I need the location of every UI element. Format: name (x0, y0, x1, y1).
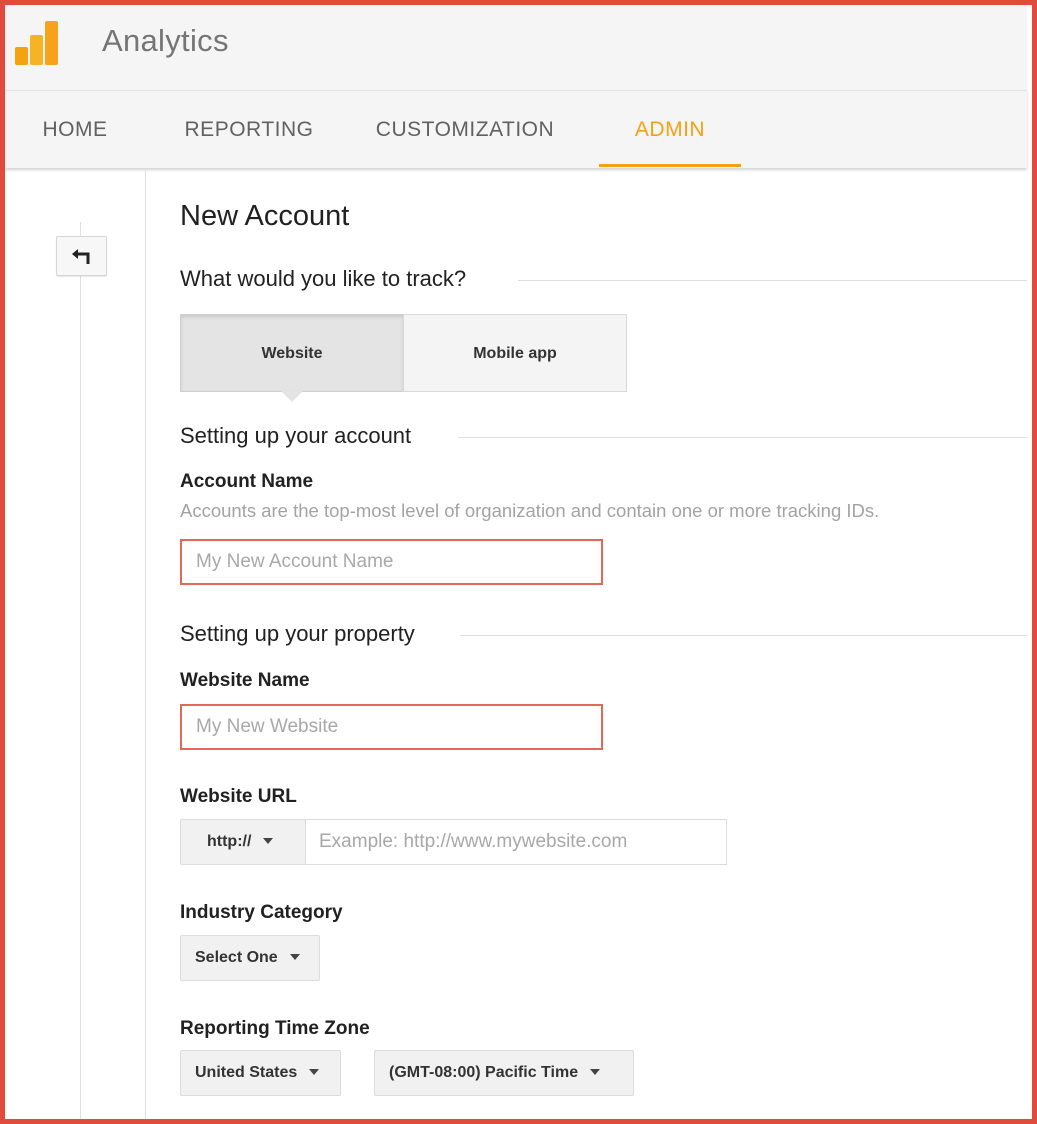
account-name-input[interactable] (180, 539, 603, 585)
country-value: United States (195, 1064, 298, 1081)
app-title: Analytics (102, 23, 229, 58)
protocol-dropdown[interactable] (180, 819, 306, 865)
tab-customization[interactable]: CUSTOMIZATION (375, 118, 555, 141)
property-heading: Setting up your property (180, 621, 415, 646)
country-dropdown[interactable] (180, 1050, 341, 1096)
tab-reporting[interactable]: REPORTING (184, 118, 314, 141)
time-zone-value: (GMT-08:00) Pacific Time (389, 1064, 579, 1081)
reporting-time-zone-label: Reporting Time Zone (180, 1018, 370, 1039)
content-divider (145, 170, 146, 1119)
website-url-input[interactable] (305, 819, 727, 865)
industry-category-dropdown[interactable] (180, 935, 320, 981)
analytics-logo-icon[interactable] (13, 19, 61, 67)
mobile-app-option-button[interactable]: Mobile app (403, 314, 627, 392)
protocol-value: http:// (207, 833, 252, 850)
account-heading: Setting up your account (180, 423, 412, 448)
tab-admin[interactable]: ADMIN (599, 91, 741, 169)
website-option-button[interactable]: Website (180, 314, 404, 392)
account-name-help: Accounts are the top-most level of organization and contain one or more tracking IDs. (180, 500, 880, 521)
time-zone-dropdown[interactable] (374, 1050, 634, 1096)
selection-pointer (281, 391, 303, 402)
track-heading-rule (518, 280, 1027, 281)
account-name-label: Account Name (180, 471, 314, 492)
tab-home[interactable]: HOME (42, 118, 108, 141)
caret-down-icon (263, 838, 273, 844)
caret-down-icon (309, 1069, 319, 1075)
caret-down-icon (290, 954, 300, 960)
back-arrow-icon (70, 247, 94, 265)
account-heading-rule (458, 437, 1027, 438)
back-button[interactable] (56, 236, 107, 276)
industry-category-value: Select One (195, 949, 278, 966)
sidebar-track (80, 222, 81, 1119)
caret-down-icon (590, 1069, 600, 1075)
property-heading-rule (460, 635, 1027, 636)
main-nav (5, 90, 1027, 168)
page-title: New Account (180, 200, 350, 232)
industry-category-label: Industry Category (180, 902, 343, 923)
track-heading: What would you like to track? (180, 266, 467, 291)
website-url-label: Website URL (180, 786, 297, 807)
website-name-label: Website Name (180, 670, 310, 691)
app-header (5, 5, 1027, 90)
website-name-input[interactable] (180, 704, 603, 750)
